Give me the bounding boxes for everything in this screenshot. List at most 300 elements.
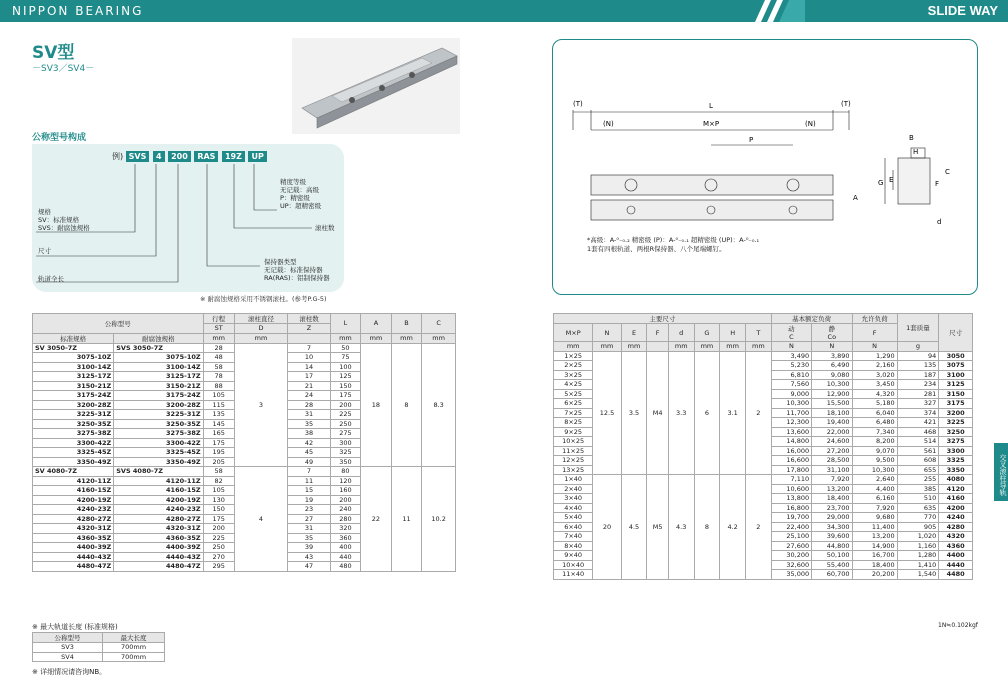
left-spec-table bbox=[32, 313, 456, 572]
cell-mp: 5×25 bbox=[554, 389, 593, 399]
cell-val: 1,280 bbox=[897, 551, 939, 561]
cell-size: 4360 bbox=[939, 541, 973, 551]
code-seg-rollers: 19Z bbox=[222, 151, 245, 162]
cell-std-model: 3250-35Z bbox=[33, 419, 114, 429]
cell-val: 32,600 bbox=[771, 560, 811, 570]
cell-val: 3,450 bbox=[852, 380, 897, 390]
cell-roller-dia: 3 bbox=[234, 343, 288, 467]
cell-l: 100 bbox=[330, 362, 361, 372]
ru-d: mm bbox=[668, 342, 694, 352]
cell-l: 275 bbox=[330, 429, 361, 439]
cell-stroke: 200 bbox=[203, 524, 234, 534]
cell-val: 6,810 bbox=[771, 370, 811, 380]
cell-std-model: 3200-28Z bbox=[33, 400, 114, 410]
cell-cor-model: 4440-43Z bbox=[114, 552, 203, 562]
cell-val: 16,700 bbox=[852, 551, 897, 561]
cell-std-model: 4480-47Z bbox=[33, 562, 114, 572]
cell-l: 360 bbox=[330, 533, 361, 543]
cell-l: 320 bbox=[330, 524, 361, 534]
cell-size: 4280 bbox=[939, 522, 973, 532]
cell-stroke: 165 bbox=[203, 429, 234, 439]
label-size: 尺寸 bbox=[38, 247, 51, 255]
cell-cor-model: 4120-11Z bbox=[114, 476, 203, 486]
cell-roller-count: 27 bbox=[288, 514, 330, 524]
cell-std-model: 4160-15Z bbox=[33, 486, 114, 496]
cell-val: 13,200 bbox=[852, 532, 897, 542]
cell-size: 3125 bbox=[939, 380, 973, 390]
cell-cor-model: 3225-31Z bbox=[114, 410, 203, 420]
cell-val: 510 bbox=[897, 494, 939, 504]
cell-mp: 4×25 bbox=[554, 380, 593, 390]
rh-h: H bbox=[720, 324, 746, 342]
cell-roller-count: 38 bbox=[288, 429, 330, 439]
cell-val: 385 bbox=[897, 484, 939, 494]
cell-stroke: 58 bbox=[203, 467, 234, 477]
diagram-note-accuracy: *高级：A-⁰₋₀.₂ 精密级 (P)：A-⁰₋₀.₁ 超精密级 (UP)：A-⁰₋₀.₁ bbox=[587, 236, 760, 244]
cell-roller-count: 7 bbox=[288, 343, 330, 353]
cell-val: 14,800 bbox=[771, 437, 811, 447]
cell-roller-count: 31 bbox=[288, 410, 330, 420]
dim-b: B bbox=[909, 134, 914, 142]
cell-std-model: 3150-21Z bbox=[33, 381, 114, 391]
cell-val: 770 bbox=[897, 513, 939, 523]
cell-stroke: 195 bbox=[203, 448, 234, 458]
cell-roller-count: 49 bbox=[288, 457, 330, 467]
cell-size: 3300 bbox=[939, 446, 973, 456]
sym-d: D bbox=[234, 324, 288, 334]
cell-size: 3325 bbox=[939, 456, 973, 466]
cell-std-model: 4120-11Z bbox=[33, 476, 114, 486]
cell-size: 4480 bbox=[939, 570, 973, 580]
cell-roller-count: 17 bbox=[288, 372, 330, 382]
ru-c: N bbox=[771, 342, 811, 352]
sym-st: ST bbox=[203, 324, 234, 334]
ru-n: mm bbox=[593, 342, 621, 352]
cell-mp: 13×25 bbox=[554, 465, 593, 475]
cell-std-model: 3125-17Z bbox=[33, 372, 114, 382]
cell-stroke: 28 bbox=[203, 343, 234, 353]
cell-std-model: 3225-31Z bbox=[33, 410, 114, 420]
cell-val: 9,070 bbox=[852, 446, 897, 456]
ml-h2: 最大长度 bbox=[103, 633, 165, 643]
cell-roller-count: 24 bbox=[288, 391, 330, 401]
cell-val: 39,600 bbox=[812, 532, 852, 542]
cell-cor-model: 4480-47Z bbox=[114, 562, 203, 572]
cell-val: 16,600 bbox=[771, 456, 811, 466]
rh-sta: 静 Co bbox=[812, 324, 852, 342]
label-accuracy: 精度等级 无记载：高级 P：精密级 UP：超精密级 bbox=[280, 178, 322, 210]
cell-e: 3.5 bbox=[621, 351, 647, 475]
code-seg-retainer: RAS bbox=[194, 151, 218, 162]
cell-stroke: 130 bbox=[203, 495, 234, 505]
cell-val: 327 bbox=[897, 399, 939, 409]
cell-size: 4160 bbox=[939, 494, 973, 504]
cell-l: 50 bbox=[330, 343, 361, 353]
cell-std-model: 4320-31Z bbox=[33, 524, 114, 534]
cell-mp: 1×25 bbox=[554, 351, 593, 361]
code-seg-size: 4 bbox=[153, 151, 165, 162]
cell-val: 31,100 bbox=[812, 465, 852, 475]
ru-f: N bbox=[852, 342, 897, 352]
cell-val: 18,400 bbox=[852, 560, 897, 570]
cell-l: 120 bbox=[330, 476, 361, 486]
cell-val: 19,700 bbox=[771, 513, 811, 523]
cell-std-model: 4280-27Z bbox=[33, 514, 114, 524]
cell-val: 17,800 bbox=[771, 465, 811, 475]
cell-val: 5,230 bbox=[771, 361, 811, 371]
cell-roller-count: 28 bbox=[288, 400, 330, 410]
cell-stroke: 78 bbox=[203, 372, 234, 382]
col-roller-dia: 滚柱直径 bbox=[234, 314, 288, 324]
cell-val: 561 bbox=[897, 446, 939, 456]
cell-cor-model: 4320-31Z bbox=[114, 524, 203, 534]
cell-stroke: 205 bbox=[203, 457, 234, 467]
cell-mp: 7×25 bbox=[554, 408, 593, 418]
cell-mp: 2×25 bbox=[554, 361, 593, 371]
rh-e: E bbox=[621, 324, 647, 342]
cell-val: 9,680 bbox=[852, 513, 897, 523]
cell-l: 75 bbox=[330, 353, 361, 363]
cell-val: 4,400 bbox=[852, 484, 897, 494]
cell-stroke: 105 bbox=[203, 391, 234, 401]
unit-b: mm bbox=[391, 333, 422, 343]
cell-val: 635 bbox=[897, 503, 939, 513]
cell-val: 12,300 bbox=[771, 418, 811, 428]
cell-val: 255 bbox=[897, 475, 939, 485]
cell-std-model: 4400-39Z bbox=[33, 543, 114, 553]
cell-size: 3250 bbox=[939, 427, 973, 437]
cell-mp: 5×40 bbox=[554, 513, 593, 523]
cell-cor-model: SVS 3050-7Z bbox=[114, 343, 203, 353]
ru-e: mm bbox=[621, 342, 647, 352]
cell-l: 160 bbox=[330, 486, 361, 496]
cell-val: 374 bbox=[897, 408, 939, 418]
cell-val: 18,100 bbox=[812, 408, 852, 418]
cell-l: 400 bbox=[330, 543, 361, 553]
cell-val: 8,200 bbox=[852, 437, 897, 447]
cell-val: 4,320 bbox=[852, 389, 897, 399]
cell-val: 10,600 bbox=[771, 484, 811, 494]
product-photo bbox=[292, 38, 460, 134]
cell-stroke: 175 bbox=[203, 438, 234, 448]
cell-stroke: 225 bbox=[203, 533, 234, 543]
cell-val: 468 bbox=[897, 427, 939, 437]
dim-e: E bbox=[889, 176, 894, 184]
table-cell bbox=[647, 342, 668, 352]
cell-roller-count: 45 bbox=[288, 448, 330, 458]
cell-std-model: SV 4080-7Z bbox=[33, 467, 114, 477]
cell-mp: 9×25 bbox=[554, 427, 593, 437]
cell-l: 250 bbox=[330, 419, 361, 429]
cell-val: 94 bbox=[897, 351, 939, 361]
cell-val: 655 bbox=[897, 465, 939, 475]
cell-val: 34,300 bbox=[812, 522, 852, 532]
table-row bbox=[33, 343, 456, 353]
cell-val: 29,000 bbox=[812, 513, 852, 523]
cell-stroke: 82 bbox=[203, 476, 234, 486]
cell-val: 27,200 bbox=[812, 446, 852, 456]
dim-c: C bbox=[945, 168, 950, 176]
cell-b: 8 bbox=[391, 343, 422, 467]
cell-size: 4240 bbox=[939, 513, 973, 523]
cell-val: 281 bbox=[897, 389, 939, 399]
col-allow-load: 允许负荷 bbox=[852, 314, 897, 324]
cell-cor-model: 4280-27Z bbox=[114, 514, 203, 524]
cell-val: 1,160 bbox=[897, 541, 939, 551]
cell-mp: 8×40 bbox=[554, 541, 593, 551]
cell-val: 514 bbox=[897, 437, 939, 447]
rh-mp: M×P bbox=[554, 324, 593, 342]
cell-stroke: 295 bbox=[203, 562, 234, 572]
code-note: ※ 耐腐蚀规格采用不锈钢滚柱。(参考P.G-5) bbox=[200, 295, 327, 303]
dim-mp: M×P bbox=[703, 120, 720, 128]
unit-c: mm bbox=[422, 333, 456, 343]
cell-size: 4120 bbox=[939, 484, 973, 494]
cell-l: 350 bbox=[330, 457, 361, 467]
cell-f: M4 bbox=[647, 351, 668, 475]
cell-val: 55,400 bbox=[812, 560, 852, 570]
header-stripes bbox=[745, 0, 805, 22]
cell-val: 13,800 bbox=[771, 494, 811, 504]
table-row bbox=[554, 351, 973, 361]
cell-cor-model: 4240-23Z bbox=[114, 505, 203, 515]
dim-d: d bbox=[937, 218, 942, 226]
cell-std-model: 4360-35Z bbox=[33, 533, 114, 543]
cell-roller-count: 19 bbox=[288, 495, 330, 505]
col-stroke: 行程 bbox=[203, 314, 234, 324]
cell-std-model: 3275-38Z bbox=[33, 429, 114, 439]
cell-cor-model: 3275-38Z bbox=[114, 429, 203, 439]
col-rated-load: 基本额定负荷 bbox=[771, 314, 852, 324]
cell-mp: 6×40 bbox=[554, 522, 593, 532]
cell-val: 14,900 bbox=[852, 541, 897, 551]
col-model: 公称型号 bbox=[33, 314, 204, 334]
cell-mp: 10×25 bbox=[554, 437, 593, 447]
dim-l: L bbox=[709, 102, 713, 110]
cell-val: 10,300 bbox=[852, 465, 897, 475]
cell-mp: 9×40 bbox=[554, 551, 593, 561]
cell-val: 6,040 bbox=[852, 408, 897, 418]
cell-cor-model: 3300-42Z bbox=[114, 438, 203, 448]
cell-val: 11,400 bbox=[852, 522, 897, 532]
cell-size: 4200 bbox=[939, 503, 973, 513]
cell-stroke: 88 bbox=[203, 381, 234, 391]
dim-p: P bbox=[749, 136, 754, 144]
cell-val: 2,160 bbox=[852, 361, 897, 371]
cell-val: 187 bbox=[897, 370, 939, 380]
cell-val: 7,920 bbox=[812, 475, 852, 485]
cell-roller-dia: 4 bbox=[234, 467, 288, 572]
cell-std-model: 3100-14Z bbox=[33, 362, 114, 372]
cell-stroke: 150 bbox=[203, 505, 234, 515]
cell-val: 9,500 bbox=[852, 456, 897, 466]
rh-fl: F bbox=[852, 324, 897, 342]
cell-roller-count: 31 bbox=[288, 524, 330, 534]
cell-size: 4440 bbox=[939, 560, 973, 570]
diagram-note-set: 1套有四根轨道、两根R保持器、八个尾端螺钉。 bbox=[587, 245, 726, 253]
cell-t: 2 bbox=[746, 351, 772, 475]
cell-d: 4.3 bbox=[668, 475, 694, 580]
cell-roller-count: 35 bbox=[288, 419, 330, 429]
page-title: SV型 bbox=[32, 43, 75, 63]
cell-size: 3275 bbox=[939, 437, 973, 447]
cell-size: 3350 bbox=[939, 465, 973, 475]
rh-t: T bbox=[746, 324, 772, 342]
cell-c: 10.2 bbox=[422, 467, 456, 572]
cell-cor-model: 3250-35Z bbox=[114, 419, 203, 429]
cell-l: 200 bbox=[330, 400, 361, 410]
cell-stroke: 48 bbox=[203, 353, 234, 363]
table-row bbox=[554, 475, 973, 485]
ml-r1c2: 700mm bbox=[103, 643, 165, 653]
cell-val: 35,000 bbox=[771, 570, 811, 580]
cell-l: 480 bbox=[330, 562, 361, 572]
cell-val: 1,410 bbox=[897, 560, 939, 570]
cell-val: 1,540 bbox=[897, 570, 939, 580]
cell-cor-model: 4160-15Z bbox=[114, 486, 203, 496]
cell-val: 12,900 bbox=[812, 389, 852, 399]
cell-val: 421 bbox=[897, 418, 939, 428]
ml-r2c1: SV4 bbox=[33, 652, 103, 662]
cell-val: 7,110 bbox=[771, 475, 811, 485]
unit-l: mm bbox=[330, 333, 361, 343]
cell-roller-count: 43 bbox=[288, 552, 330, 562]
cell-val: 3,490 bbox=[771, 351, 811, 361]
code-section-title: 公称型号构成 bbox=[32, 133, 87, 143]
ru-mp: mm bbox=[554, 342, 593, 352]
max-length-table bbox=[32, 632, 165, 662]
label-spec: 规格 SV：标准规格 SVS：耐腐蚀规格 bbox=[38, 208, 90, 232]
cell-val: 24,600 bbox=[812, 437, 852, 447]
cell-val: 7,920 bbox=[852, 503, 897, 513]
rh-n: N bbox=[593, 324, 621, 342]
cell-roller-count: 39 bbox=[288, 543, 330, 553]
top-bar bbox=[0, 0, 1008, 22]
cell-val: 7,340 bbox=[852, 427, 897, 437]
cell-size: 3225 bbox=[939, 418, 973, 428]
cell-l: 200 bbox=[330, 495, 361, 505]
cell-mp: 4×40 bbox=[554, 503, 593, 513]
cell-cor-model: 3100-14Z bbox=[114, 362, 203, 372]
cell-std-model: 3175-24Z bbox=[33, 391, 114, 401]
cell-cor-model: 4360-35Z bbox=[114, 533, 203, 543]
cell-stroke: 270 bbox=[203, 552, 234, 562]
cell-stroke: 115 bbox=[203, 400, 234, 410]
cell-size: 3050 bbox=[939, 351, 973, 361]
cell-l: 225 bbox=[330, 410, 361, 420]
dim-h: H bbox=[913, 148, 919, 156]
code-seg-length: 200 bbox=[168, 151, 191, 162]
cell-val: 905 bbox=[897, 522, 939, 532]
col-l: L bbox=[330, 314, 361, 334]
cell-val: 13,200 bbox=[812, 484, 852, 494]
footer-note: ※ 详细情况请咨询NB。 bbox=[32, 668, 107, 676]
rh-dyn: 动 C bbox=[771, 324, 811, 342]
cell-a: 18 bbox=[361, 343, 392, 467]
rh-g: G bbox=[694, 324, 720, 342]
cell-size: 3075 bbox=[939, 361, 973, 371]
cell-roller-count: 14 bbox=[288, 362, 330, 372]
cell-size: 4080 bbox=[939, 475, 973, 485]
cell-mp: 6×25 bbox=[554, 399, 593, 409]
cell-a: 22 bbox=[361, 467, 392, 572]
cell-stroke: 105 bbox=[203, 486, 234, 496]
cell-roller-count: 23 bbox=[288, 505, 330, 515]
cell-val: 5,180 bbox=[852, 399, 897, 409]
cell-val: 1,020 bbox=[897, 532, 939, 542]
cell-stroke: 135 bbox=[203, 410, 234, 420]
cell-l: 300 bbox=[330, 438, 361, 448]
cell-val: 11,700 bbox=[771, 408, 811, 418]
cell-l: 150 bbox=[330, 381, 361, 391]
table-row bbox=[33, 467, 456, 477]
cell-std-model: 4440-43Z bbox=[33, 552, 114, 562]
cell-std-model: 3300-42Z bbox=[33, 438, 114, 448]
cell-cor-model: 3150-21Z bbox=[114, 381, 203, 391]
cell-l: 125 bbox=[330, 372, 361, 382]
ml-r2c2: 700mm bbox=[103, 652, 165, 662]
cell-size: 3200 bbox=[939, 408, 973, 418]
cell-cor-model: 3350-49Z bbox=[114, 457, 203, 467]
cell-cor-model: 4200-19Z bbox=[114, 495, 203, 505]
unit-st: mm bbox=[203, 333, 234, 343]
cell-val: 9,080 bbox=[812, 370, 852, 380]
cell-val: 1,290 bbox=[852, 351, 897, 361]
cell-std-model: 4240-23Z bbox=[33, 505, 114, 515]
cell-cor-model: 3175-24Z bbox=[114, 391, 203, 401]
cell-val: 10,300 bbox=[771, 399, 811, 409]
ml-h1: 公称型号 bbox=[33, 633, 103, 643]
cell-stroke: 58 bbox=[203, 362, 234, 372]
cell-h: 4.2 bbox=[720, 475, 746, 580]
dim-g: G bbox=[878, 179, 884, 187]
label-length: 轨道全长 bbox=[38, 275, 64, 283]
cell-mp: 1×40 bbox=[554, 475, 593, 485]
cell-roller-count: 21 bbox=[288, 381, 330, 391]
dim-n-right: (N) bbox=[805, 120, 816, 128]
cell-mp: 7×40 bbox=[554, 532, 593, 542]
cell-size: 3175 bbox=[939, 399, 973, 409]
cell-val: 3,020 bbox=[852, 370, 897, 380]
right-spec-table bbox=[553, 313, 973, 580]
cell-roller-count: 10 bbox=[288, 353, 330, 363]
col-size: 尺寸 bbox=[939, 314, 973, 352]
rh-d: d bbox=[668, 324, 694, 342]
cell-val: 135 bbox=[897, 361, 939, 371]
cell-l: 325 bbox=[330, 448, 361, 458]
cell-stroke: 250 bbox=[203, 543, 234, 553]
cell-mp: 3×25 bbox=[554, 370, 593, 380]
cell-std-model: SV 3050-7Z bbox=[33, 343, 114, 353]
col-c: C bbox=[422, 314, 456, 334]
col-a: A bbox=[361, 314, 392, 334]
cell-val: 6,480 bbox=[852, 418, 897, 428]
cell-val: 22,000 bbox=[812, 427, 852, 437]
label-rollers: 滚柱数 bbox=[315, 224, 335, 232]
cell-cor-model: 3325-45Z bbox=[114, 448, 203, 458]
cell-val: 30,200 bbox=[771, 551, 811, 561]
cell-mp: 3×40 bbox=[554, 494, 593, 504]
cell-size: 4400 bbox=[939, 551, 973, 561]
cell-val: 19,400 bbox=[812, 418, 852, 428]
rail-drawing bbox=[553, 40, 979, 240]
side-tab[interactable]: 交叉滚柱导轨 bbox=[994, 443, 1008, 501]
ru-g2: g bbox=[897, 342, 939, 352]
cell-e: 4.5 bbox=[621, 475, 647, 580]
cell-cor-model: 3075-10Z bbox=[114, 353, 203, 363]
cell-val: 7,560 bbox=[771, 380, 811, 390]
cell-mp: 11×40 bbox=[554, 570, 593, 580]
